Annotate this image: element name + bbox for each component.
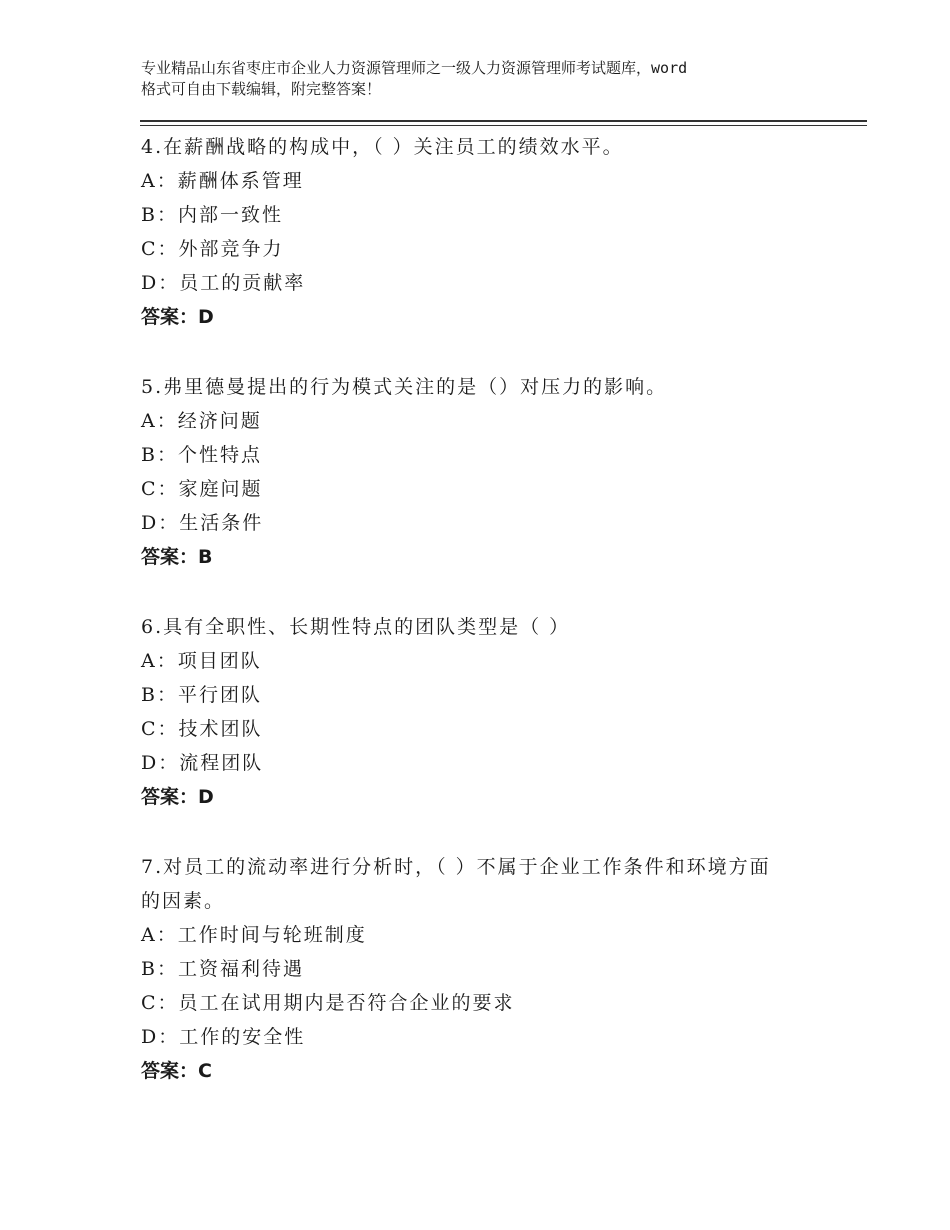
option-b: B：工资福利待遇 — [141, 958, 304, 980]
option-b: B：内部一致性 — [141, 204, 283, 226]
header-line-1: 专业精品山东省枣庄市企业人力资源管理师之一级人力资源管理师考试题库，word — [141, 59, 688, 77]
option-d: D：员工的贡献率 — [141, 272, 306, 294]
question-spacer — [141, 574, 821, 610]
option-d: D：生活条件 — [141, 512, 264, 534]
option-c: C：技术团队 — [141, 718, 263, 740]
option-a: A：薪酬体系管理 — [141, 170, 304, 192]
option-a: A：经济问题 — [141, 410, 262, 432]
question-4 — [141, 130, 821, 334]
option-b: B：平行团队 — [141, 684, 262, 706]
option-d: D：流程团队 — [141, 752, 264, 774]
header-divider-thick — [140, 120, 867, 122]
answer: 答案：C — [141, 1060, 212, 1082]
question-list — [141, 130, 821, 1088]
question-stem-line-2: 的因素。 — [141, 890, 226, 912]
header-line-2: 格式可自由下载编辑，附完整答案！ — [141, 80, 382, 98]
question-6 — [141, 610, 821, 814]
answer: 答案：D — [141, 306, 214, 328]
option-a: A：项目团队 — [141, 650, 262, 672]
question-stem: 5.弗里德曼提出的行为模式关注的是（）对压力的影响。 — [141, 376, 668, 398]
question-spacer — [141, 334, 821, 370]
option-d: D：工作的安全性 — [141, 1026, 306, 1048]
option-c: C：家庭问题 — [141, 478, 263, 500]
question-7 — [141, 850, 821, 1088]
answer: 答案：B — [141, 546, 213, 568]
question-stem: 6.具有全职性、长期性特点的团队类型是（ ） — [141, 616, 571, 638]
answer: 答案：D — [141, 786, 214, 808]
question-spacer — [141, 814, 821, 850]
option-c: C：外部竞争力 — [141, 238, 284, 260]
document-header — [141, 58, 821, 100]
option-a: A：工作时间与轮班制度 — [141, 924, 367, 946]
question-5 — [141, 370, 821, 574]
option-b: B：个性特点 — [141, 444, 262, 466]
question-stem: 4.在薪酬战略的构成中，（ ）关注员工的绩效水平。 — [141, 136, 624, 158]
question-stem-line-1: 7.对员工的流动率进行分析时，（ ）不属于企业工作条件和环境方面 — [141, 856, 771, 878]
option-c: C：员工在试用期内是否符合企业的要求 — [141, 992, 515, 1014]
header-divider-thin — [140, 125, 867, 126]
